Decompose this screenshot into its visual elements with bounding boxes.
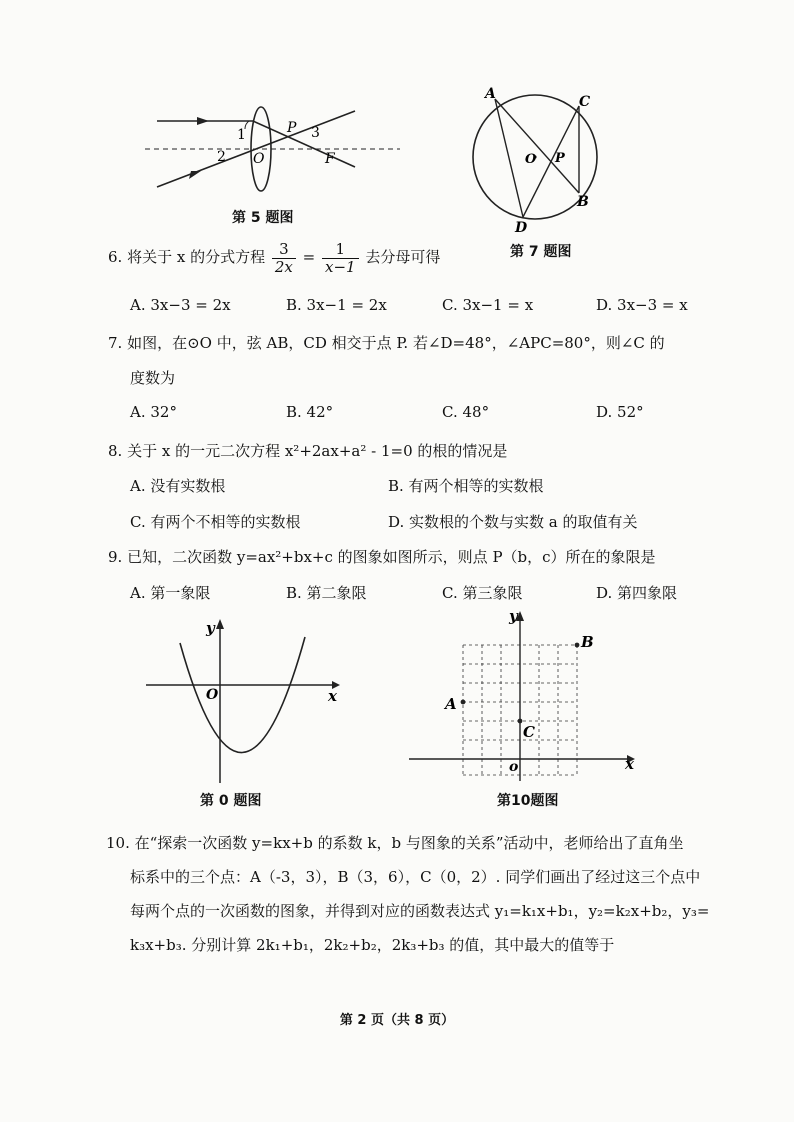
q9-option-c: C. 第三象限 xyxy=(442,584,523,602)
q6-frac2-num: 1 xyxy=(322,241,359,259)
q10-line-4: k₃x+b₃. 分别计算 2k₁+b₁，2k₂+b₂，2k₃+b₃ 的值，其中最大的值等于 xyxy=(130,936,615,954)
q6-frac1-den: 2x xyxy=(274,257,293,276)
figure-5-lens-diagram xyxy=(145,95,410,205)
fig10-label-b: B xyxy=(581,633,594,651)
page-footer: 第 2 页（共 8 页） xyxy=(339,1013,455,1028)
fig7-label-d: D xyxy=(515,220,528,236)
fig5-label-p: P xyxy=(287,120,297,136)
fig5-label-3: 3 xyxy=(311,125,320,141)
fig7-label-b: B xyxy=(577,194,589,210)
fig9-label-y: y xyxy=(206,619,215,637)
figure-7-circle-diagram xyxy=(465,82,615,237)
q6-number: 6. xyxy=(108,248,123,266)
fig7-label-a: A xyxy=(485,86,496,102)
q8-line-1: 8. 关于 x 的一元二次方程 x²+2ax+a² - 1=0 的根的情况是 xyxy=(108,442,508,460)
q6-option-d: D. 3x−3 = x xyxy=(596,296,688,314)
fig5-label-o: O xyxy=(253,151,265,167)
q7-option-c: C. 48° xyxy=(442,403,490,421)
fig10-label-x: x xyxy=(625,755,634,773)
q6-option-c: C. 3x−1 = x xyxy=(442,296,534,314)
fig10-label-o: o xyxy=(509,759,519,775)
q6-fraction-right xyxy=(322,241,359,275)
fig10-label-a: A xyxy=(445,695,457,713)
q8-option-d: D. 实数根的个数与实数 a 的取值有关 xyxy=(388,513,638,531)
fig5-label-1: 1 xyxy=(237,127,246,143)
fig5-label-f: F xyxy=(325,151,335,167)
fig9-label-x: x xyxy=(328,687,337,705)
q8-option-a: A. 没有实数根 xyxy=(130,477,226,495)
fig10-label-c: C xyxy=(523,723,535,741)
figure-9-caption: 第 0 题图 xyxy=(200,793,262,809)
fig5-label-2: 2 xyxy=(217,149,226,165)
q6-text-after: 去分母可得 xyxy=(365,248,441,266)
q10-line-2: 标系中的三个点：A（-3，3），B（3，6），C（0，2）. 同学们画出了经过这三个点中 xyxy=(130,868,701,886)
fig7-label-c: C xyxy=(579,94,591,110)
q9-option-a: A. 第一象限 xyxy=(130,584,211,602)
fig10-label-y: y xyxy=(509,607,518,625)
q7-option-b: B. 42° xyxy=(286,403,334,421)
q6-frac1-num: 3 xyxy=(272,241,296,259)
q7-option-d: D. 52° xyxy=(596,403,644,421)
fig7-label-o: O xyxy=(525,152,537,167)
q8-option-c: C. 有两个不相等的实数根 xyxy=(130,513,301,531)
figure-7-caption: 第 7 题图 xyxy=(510,244,572,260)
q10-line-3: 每两个点的一次函数的图象，并得到对应的函数表达式 y₁=k₁x+b₁，y₂=k₂x+b₂，y₃= xyxy=(130,902,710,920)
fig9-label-o: O xyxy=(206,687,219,703)
figure-9-parabola-graph xyxy=(140,615,350,785)
q7-line-1: 7. 如图，在⊙O 中，弦 AB，CD 相交于点 P. 若∠D=48°，∠APC=80°，则∠C 的 xyxy=(108,334,665,352)
q9-line-1: 9. 已知，二次函数 y=ax²+bx+c 的图象如图所示，则点 P（b，c）所在的象限是 xyxy=(108,548,656,566)
figure-5-caption: 第 5 题图 xyxy=(232,210,294,226)
question-6 xyxy=(108,241,440,275)
figure-10-grid-graph xyxy=(405,605,645,787)
q6-text-before: 将关于 x 的分式方程 xyxy=(127,248,266,266)
q6-frac2-den: x−1 xyxy=(325,257,356,276)
q7-line-2: 度数为 xyxy=(130,369,176,387)
q6-option-a: A. 3x−3 = 2x xyxy=(130,296,231,314)
q9-option-d: D. 第四象限 xyxy=(596,584,678,602)
q7-option-a: A. 32° xyxy=(130,403,177,421)
q8-option-b: B. 有两个相等的实数根 xyxy=(388,477,544,495)
q10-line-1: 10. 在“探索一次函数 y=kx+b 的系数 k，b 与图象的关系”活动中，老师给出了直角坐 xyxy=(106,834,684,852)
figure-10-caption: 第10题图 xyxy=(497,793,559,809)
q6-equals: = xyxy=(302,248,316,266)
q9-option-b: B. 第二象限 xyxy=(286,584,367,602)
fig7-label-p: P xyxy=(555,151,565,166)
q6-option-b: B. 3x−1 = 2x xyxy=(286,296,387,314)
q6-fraction-left xyxy=(272,241,296,275)
